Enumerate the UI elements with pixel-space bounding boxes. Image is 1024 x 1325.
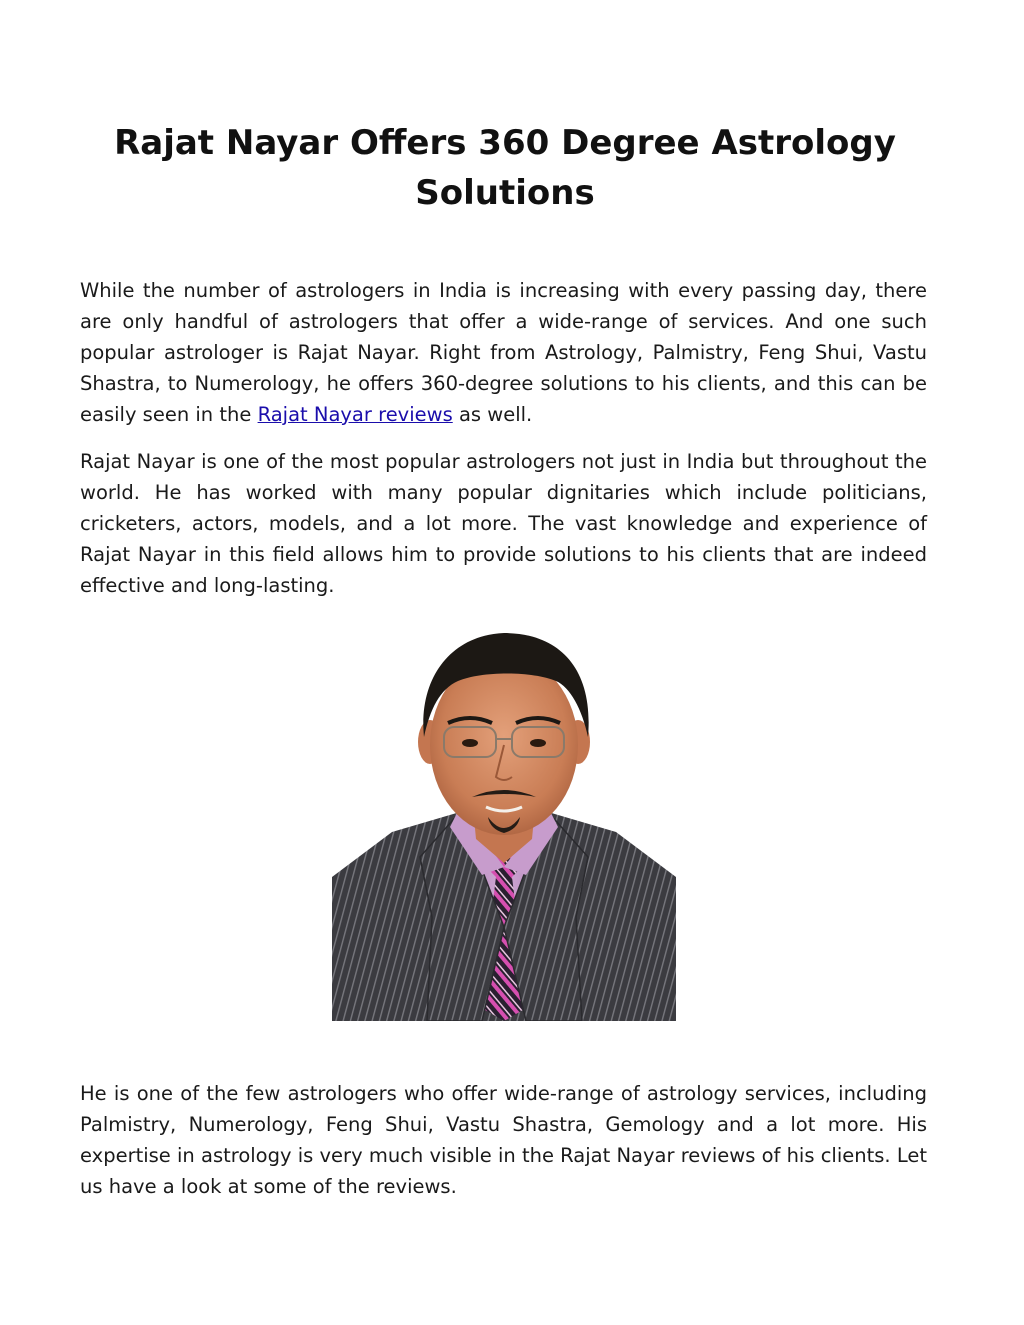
services-paragraph: He is one of the few astrologers who offer wide-range of astrology services, including Palmistry, Numerology, Feng Shui, Vastu Shastra, Gemology and a lot more. His expertise in astrology is very much visible in the Rajat Nayar reviews of his clients. Let us have a look at some of the reviews. xyxy=(80,1082,927,1198)
intro-paragraph xyxy=(80,275,927,430)
intro-text: While the number of astrologers in India is increasing with every passing day, there are only handful of astrologers that offer a wide-range of services. And one such popular astrologer is Rajat Nayar. Right from Astrology, Palmistry, Feng Shui, Vastu Shastra, to Numerology, he offers 360-degree solutions to his clients, and this can be easily seen in the xyxy=(80,279,927,426)
bio-paragraph: Rajat Nayar is one of the most popular astrologers not just in India but throughout the world. He has worked with many popular dignitaries which include politicians, cricketers, actors, models, and a lot more. The vast knowledge and experience of Rajat Nayar in this field allows him to provide solutions to his clients that are indeed effective and long-lasting. xyxy=(80,450,927,597)
astrologer-portrait-image xyxy=(332,627,676,1021)
reviews-link[interactable]: Rajat Nayar reviews xyxy=(257,403,453,426)
page-title: Rajat Nayar Offers 360 Degree Astrology Solutions xyxy=(114,123,896,213)
intro-text-end: as well. xyxy=(452,403,533,426)
